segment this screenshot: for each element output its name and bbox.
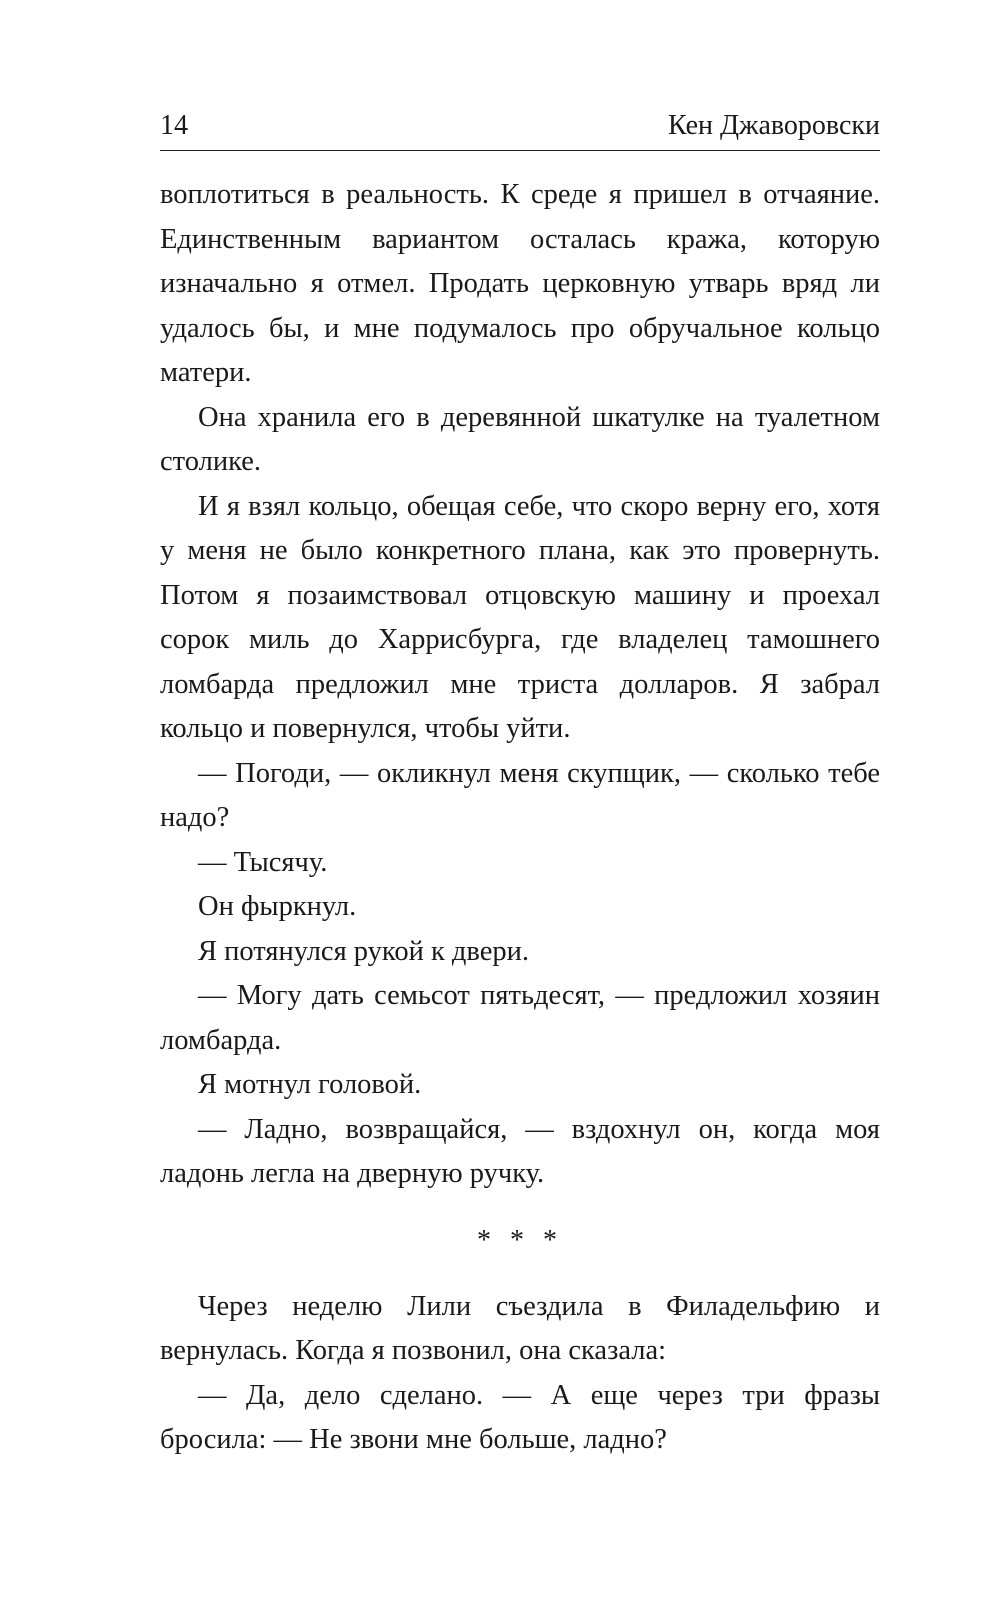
dialogue-line: — Могу дать семьсот пятьдесят, — предложил хозяин ломбарда.: [160, 980, 880, 1056]
dialogue-line: — Погоди, — окликнул меня скупщик, — сколько тебе надо?: [160, 757, 880, 833]
body-text: [160, 173, 880, 1463]
book-page: [160, 108, 880, 1463]
scene-break: * * *: [477, 1224, 563, 1256]
paragraph: воплотиться в реальность. К среде я пришел в отчаяние. Единственным вариантом осталась кража, которую изначально я отмел. Продать церковную утварь вряд ли удалось бы, и мне подумалось про обручальное кольцо матери.: [160, 179, 880, 388]
author-name: Кен Джаворовски: [668, 110, 880, 141]
paragraph: Он фыркнул.: [198, 891, 357, 922]
dialogue-line: — Ладно, возвращайся, — вздохнул он, когда моя ладонь легла на дверную ручку.: [160, 1113, 880, 1189]
running-header: [160, 108, 880, 151]
paragraph: И я взял кольцо, обещая себе, что скоро верну его, хотя у меня не было конкретного плана, как это провернуть. Потом я позаимствовал отцовскую машину и проехал сорок миль до Харрисбурга, где владелец тамошнего ломбарда предложил мне триста долларов. Я забрал кольцо и повернулся, чтобы уйти.: [160, 490, 880, 744]
paragraph: Я потянулся рукой к двери.: [198, 935, 529, 967]
paragraph: Через неделю Лили съездила в Филадельфию и вернулась. Когда я позвонил, она сказала:: [160, 1290, 880, 1366]
paragraph: Она хранила его в деревянной шкатулке на туалетном столике.: [160, 401, 880, 477]
dialogue-line: — Да, дело сделано. — А еще через три фразы бросила: — Не звони мне больше, ладно?: [160, 1379, 880, 1455]
page-number: 14: [160, 110, 188, 141]
paragraph: Я мотнул головой.: [198, 1069, 422, 1100]
dialogue-line: — Тысячу.: [198, 846, 328, 878]
